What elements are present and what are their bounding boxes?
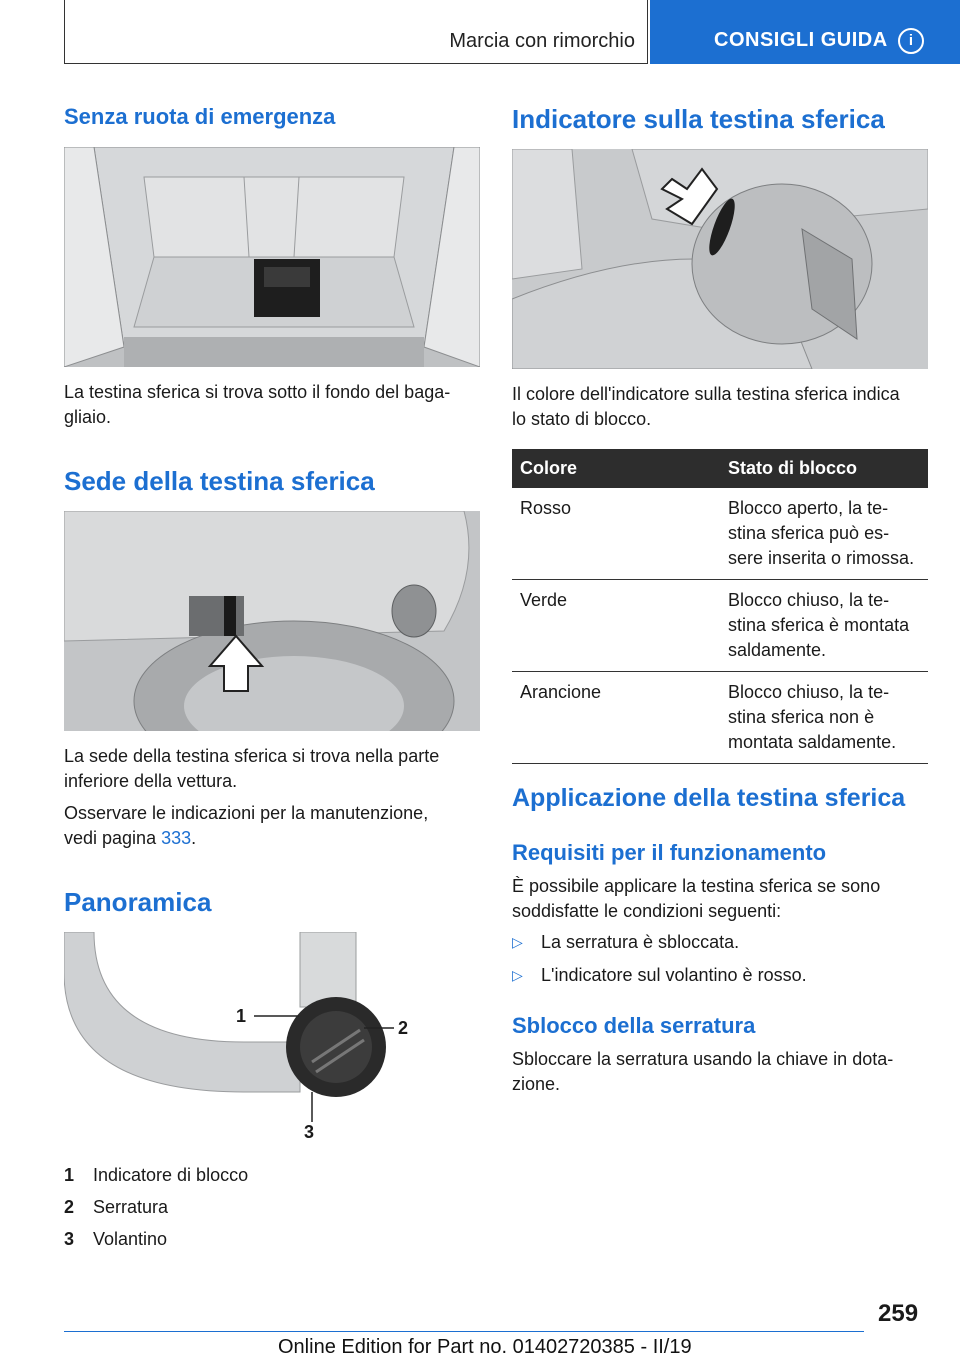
overview-diagram <box>64 932 480 1152</box>
table-cell-color: Rosso <box>512 488 720 580</box>
para-line: gliaio. <box>64 407 112 427</box>
table-row <box>512 580 928 672</box>
heading-unlock: Sblocco della serratura <box>512 1013 756 1038</box>
table-header-row <box>512 449 928 488</box>
callout-3: 3 <box>304 1122 315 1142</box>
cell-line: stina sferica non è <box>728 707 875 727</box>
cell-line: montata saldamente. <box>728 732 897 752</box>
cell-line: saldamente. <box>728 640 827 660</box>
legend-number: 2 <box>64 1197 75 1217</box>
heading-overview: Panoramica <box>64 887 212 917</box>
table-header-color: Colore <box>512 449 720 488</box>
para-unlock <box>512 1047 893 1097</box>
legend-text: Serratura <box>93 1197 169 1217</box>
chapter-title: CONSIGLI GUIDA <box>714 29 888 51</box>
para-seat-location <box>64 744 439 794</box>
cell-line: stina sferica è montata <box>728 615 910 635</box>
para-indicator-color <box>512 382 900 432</box>
bullet-text: L'indicatore sul volantino è rosso. <box>541 965 807 985</box>
legend-text: Indicatore di blocco <box>93 1165 249 1185</box>
para-line: È possibile applicare la testina sferica se sono <box>512 876 881 896</box>
table-cell-state <box>720 672 928 764</box>
bullet-triangle-icon: ▷ <box>512 967 523 983</box>
indicator-image <box>512 149 928 369</box>
lock-state-table <box>512 449 928 764</box>
legend-text: Volantino <box>93 1229 168 1249</box>
legend-number: 1 <box>64 1165 75 1185</box>
para-line: La testina sferica si trova sotto il fondo del baga- <box>64 382 451 402</box>
table-cell-color: Arancione <box>512 672 720 764</box>
para-line: lo stato di blocco. <box>512 409 652 429</box>
legend-number: 3 <box>64 1229 75 1249</box>
heading-ball-head-seat: Sede della testina sferica <box>64 466 375 496</box>
cell-line: Blocco aperto, la te- <box>728 498 889 518</box>
bullet-triangle-icon: ▷ <box>512 934 523 950</box>
para-trunk-location <box>64 380 450 430</box>
heading-indicator: Indicatore sulla testina sferica <box>512 104 885 134</box>
table-cell-color: Verde <box>512 580 720 672</box>
heading-requirements: Requisiti per il funzionamento <box>512 840 827 865</box>
para-line: zione. <box>512 1074 561 1094</box>
table-row <box>512 672 928 764</box>
para-line: soddisfatte le condizioni seguenti: <box>512 901 782 921</box>
para-requirements <box>512 874 880 924</box>
cell-line: sere inserita o rimossa. <box>728 548 915 568</box>
trunk-image <box>64 147 480 367</box>
header-section-box <box>64 0 648 64</box>
table-cell-state <box>720 580 928 672</box>
heading-apply-ball-head: Applicazione della testina sferica <box>512 784 906 812</box>
cell-line: stina sferica può es- <box>728 523 890 543</box>
para-line: inferiore della vettura. <box>64 771 238 791</box>
para-line: vedi pagina <box>64 828 162 848</box>
cell-line: Blocco chiuso, la te- <box>728 590 890 610</box>
page-number: 259 <box>878 1300 919 1327</box>
info-icon[interactable]: i <box>898 28 924 54</box>
heading-no-spare-wheel: Senza ruota di emergenza <box>64 104 336 129</box>
footer-edition: Online Edition for Part no. 01402720385 - II/19 <box>278 1336 692 1358</box>
table-row <box>512 488 928 580</box>
cell-line: Blocco chiuso, la te- <box>728 682 890 702</box>
para-line: Il colore dell'indicatore sulla testina sferica indica <box>512 384 900 404</box>
section-title: Marcia con rimorchio <box>449 30 635 52</box>
page-link-333[interactable]: 333 <box>161 828 192 848</box>
callout-1: 1 <box>236 1006 247 1026</box>
para-line: La sede della testina sferica si trova nella parte <box>64 746 440 766</box>
table-cell-state <box>720 488 928 580</box>
para-line: Sbloccare la serratura usando la chiave in dota- <box>512 1049 894 1069</box>
chapter-tab[interactable] <box>650 0 960 64</box>
callout-2: 2 <box>398 1018 409 1038</box>
para-line: . <box>191 828 197 848</box>
footer-divider <box>64 1331 864 1332</box>
bullet-text: La serratura è sbloccata. <box>541 932 740 952</box>
para-line: Osservare le indicazioni per la manutenzione, <box>64 803 429 823</box>
ball-head-seat-image <box>64 511 480 731</box>
table-header-state: Stato di blocco <box>720 449 928 488</box>
para-maintenance <box>64 801 428 851</box>
